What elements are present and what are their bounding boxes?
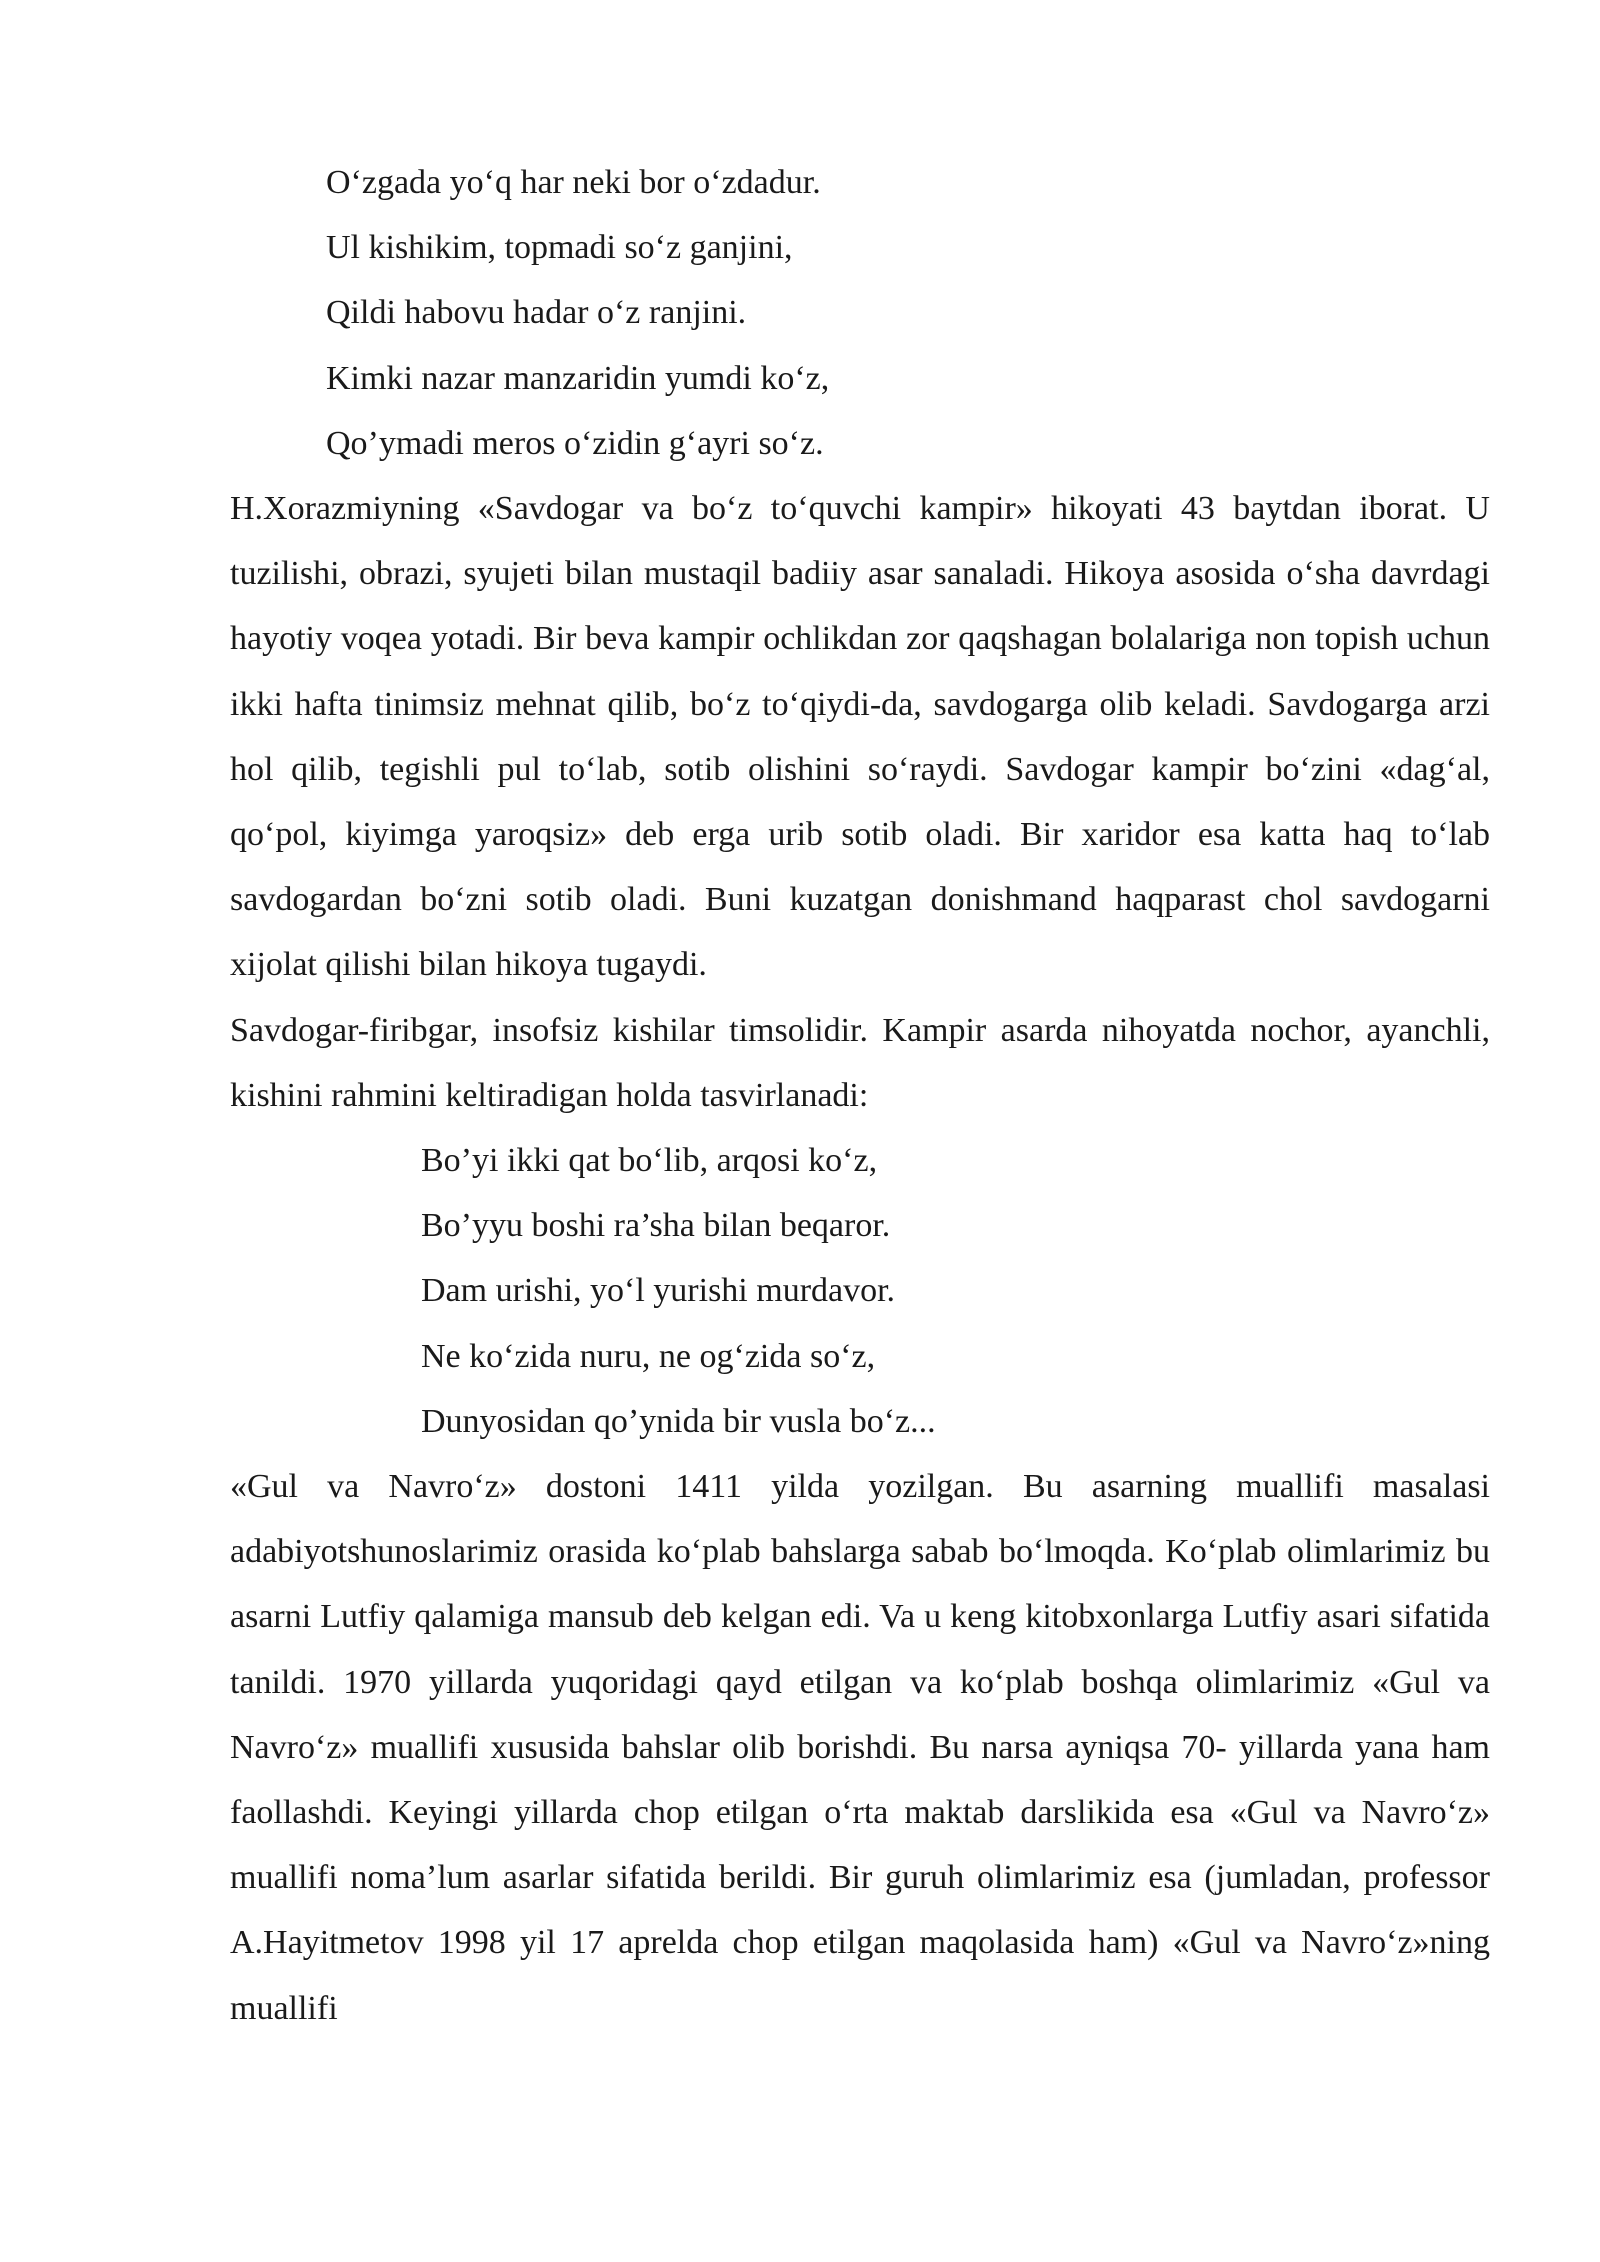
verse-line: Dunyosidan qo’ynida bir vusla bo‘z... [421, 1402, 936, 1440]
paragraph-characters: Savdogar-firibgar, insofsiz kishilar timsolidir. Kampir asarda nihoyatda nochor, ayanchli, kishini rahmini keltiradigan holda tasvirlanadi: [230, 1011, 1490, 1114]
verse-line: Kimki nazar manzaridin yumdi ko‘z, [326, 359, 830, 397]
verse-line: Qildi habovu hadar o‘z ranjini. [326, 294, 747, 332]
paragraph-gul-va-navroz: «Gul va Navro‘z» dostoni 1411 yilda yozilgan. Bu asarning muallifi masalasi adabiyotshunoslarimiz orasida ko‘plab bahslarga sabab bo‘lmoqda. Ko‘plab olimlarimiz bu asarni Lutfiy qalamiga mansub deb kelgan edi. Va u keng kitobxonlarga Lutfiy asari sifatida tanildi. 1970 yillarda yuqoridagi qayd etilgan va ko‘plab boshqa olimlarimiz «Gul va Navro‘z» muallifi xususida bahslar olib borishdi. Bu narsa ayniqsa 70- yillarda yana ham faollashdi. Keyingi yillarda chop etilgan o‘rta maktab darslikida esa «Gul va Navro‘z» muallifi noma’lum asarlar sifatida berildi. Bir guruh olimlarimiz esa (jumladan, professor A.Hayitmetov 1998 yil 17 aprelda chop etilgan maqolasida ham) «Gul va Navro‘z»ning muallifi [230, 1468, 1490, 2027]
verse-line: Qo’ymadi meros o‘zidin g‘ayri so‘z. [326, 424, 824, 462]
poem-excerpt-1 [230, 150, 1490, 476]
verse-line: Dam urishi, yo‘l yurishi murdavor. [421, 1272, 896, 1310]
verse-line: O‘zgada yo‘q har neki bor o‘zdadur. [326, 164, 821, 201]
verse-line: Bo’yi ikki qat bo‘lib, arqosi ko‘z, [421, 1142, 878, 1180]
verse-line: Ul kishikim, topmadi so‘z ganjini, [326, 229, 793, 267]
verse-line: Bo’yyu boshi ra’sha bilan beqaror. [421, 1207, 891, 1245]
poem-excerpt-2 [230, 1128, 1490, 1454]
paragraph-savdogar-story: H.Xorazmiyning «Savdogar va bo‘z to‘quvchi kampir» hikoyati 43 baytdan iborat. U tuzilishi, obrazi, syujeti bilan mustaqil badiiy asar sanaladi. Hikoya asosida o‘sha davrdagi hayotiy voqea yotadi. Bir beva kampir ochlikdan zor qaqshagan bolalariga non topish uchun ikki hafta tinimsiz mehnat qilib, bo‘z to‘qiydi-da, savdogarga olib keladi. Savdogarga arzi hol qilib, tegishli pul to‘lab, sotib olishini so‘raydi. Savdogar kampir bo‘zini «dag‘al, qo‘pol, kiyimga yaroqsiz» deb erga urib sotib oladi. Bir xaridor esa katta haq to‘lab savdogardan bo‘zni sotib oladi. Buni kuzatgan donishmand haqparast chol savdogarni xijolat qilishi bilan hikoya tugaydi. [230, 490, 1490, 984]
verse-line: Ne ko‘zida nuru, ne og‘zida so‘z, [421, 1337, 876, 1375]
document-page [230, 150, 1490, 2041]
